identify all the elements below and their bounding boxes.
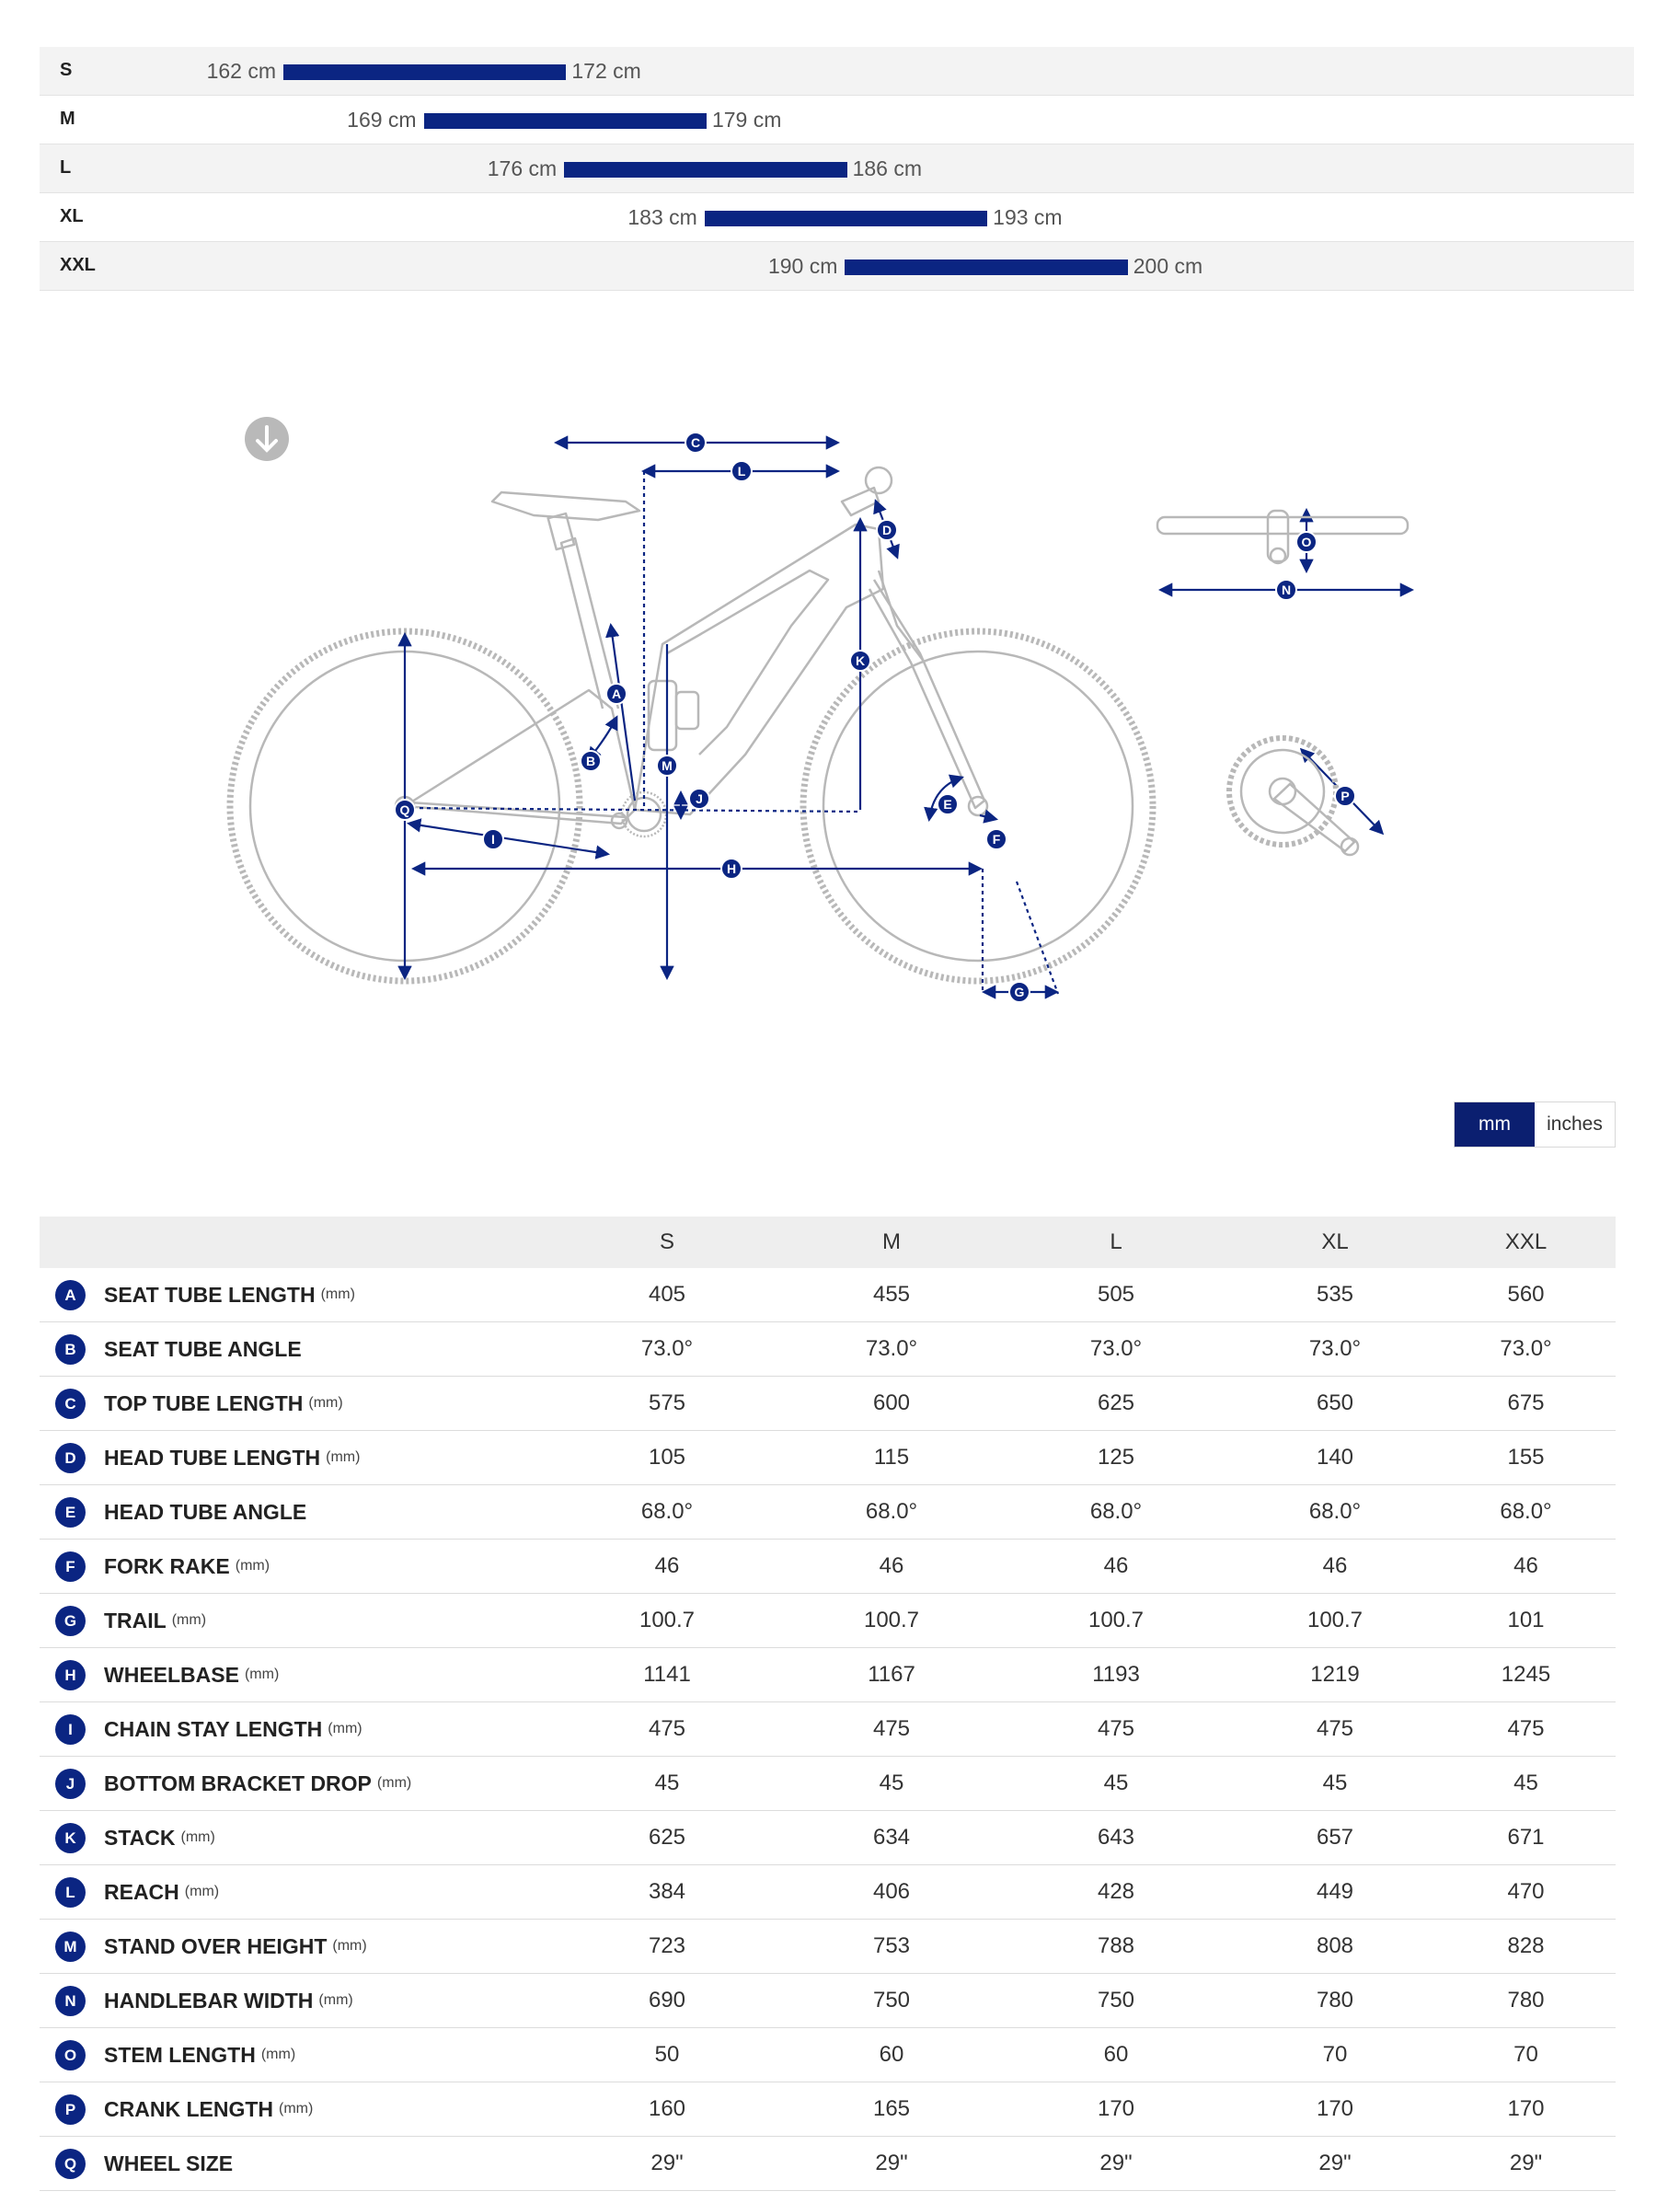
- value-cell: 73.0°: [1234, 1322, 1436, 1377]
- row-name: FORK RAKE: [104, 1553, 230, 1578]
- marker-letter: I: [491, 832, 495, 847]
- row-name: HEAD TUBE ANGLE: [104, 1499, 307, 1524]
- marker-f: [986, 829, 1007, 849]
- marker-c: [685, 433, 706, 453]
- row-name: STEM LENGTH: [104, 2042, 256, 2067]
- row-label-cell: [40, 2137, 549, 2191]
- row-label-cell: [40, 1322, 549, 1377]
- value-cell: 1167: [785, 1648, 998, 1702]
- row-letter-badge: M: [55, 1932, 86, 1962]
- geometry-table: [40, 1217, 1616, 2191]
- marker-letter: A: [611, 686, 622, 701]
- row-unit: (mm): [180, 1829, 215, 1845]
- value-cell: 723: [549, 1920, 785, 1974]
- value-cell: 671: [1436, 1811, 1616, 1865]
- value-cell: 780: [1234, 1974, 1436, 2028]
- row-unit: (mm): [308, 1395, 343, 1411]
- marker-letter: K: [855, 653, 866, 668]
- value-cell: 68.0°: [1234, 1485, 1436, 1540]
- geometry-table-body: [40, 1268, 1616, 2191]
- table-row: [40, 1920, 1616, 1974]
- marker-l: [731, 461, 752, 481]
- table-row: [40, 1540, 1616, 1594]
- marker-letter: J: [696, 791, 703, 806]
- row-letter-badge: P: [55, 2094, 86, 2125]
- table-row: [40, 2137, 1616, 2191]
- value-cell: 170: [998, 2082, 1234, 2137]
- row-letter-badge: E: [55, 1497, 86, 1528]
- value-cell: 45: [549, 1757, 785, 1811]
- value-cell: 634: [785, 1811, 998, 1865]
- row-unit: (mm): [171, 1612, 207, 1628]
- row-name: SEAT TUBE LENGTH: [104, 1282, 316, 1307]
- row-unit: (mm): [376, 1775, 412, 1791]
- row-letter-badge: B: [55, 1334, 86, 1365]
- size-label: M: [60, 109, 75, 129]
- header-size-l: L: [998, 1217, 1234, 1268]
- value-cell: 68.0°: [549, 1485, 785, 1540]
- size-max-height: 172 cm: [571, 59, 641, 83]
- row-unit: (mm): [244, 1667, 280, 1682]
- value-cell: 115: [785, 1431, 998, 1485]
- value-cell: 1245: [1436, 1648, 1616, 1702]
- table-header-row: [40, 1217, 1616, 1268]
- value-cell: 45: [998, 1757, 1234, 1811]
- marker-p: [1335, 786, 1355, 806]
- size-label: XXL: [60, 255, 96, 275]
- size-min-height: 190 cm: [767, 254, 838, 278]
- row-letter-badge: D: [55, 1443, 86, 1473]
- value-cell: 657: [1234, 1811, 1436, 1865]
- value-cell: 750: [998, 1974, 1234, 2028]
- row-unit: (mm): [184, 1884, 220, 1899]
- marker-m: [657, 755, 677, 776]
- size-max-height: 193 cm: [993, 205, 1063, 229]
- value-cell: 73.0°: [549, 1322, 785, 1377]
- value-cell: 475: [1234, 1702, 1436, 1757]
- value-cell: 29": [1436, 2137, 1616, 2191]
- value-cell: 46: [549, 1540, 785, 1594]
- size-min-height: 176 cm: [487, 156, 558, 180]
- header-label-cell: [40, 1217, 549, 1268]
- table-row: [40, 1865, 1616, 1920]
- value-cell: 100.7: [998, 1594, 1234, 1648]
- table-row: [40, 1648, 1616, 1702]
- value-cell: 70: [1234, 2028, 1436, 2082]
- value-cell: 125: [998, 1431, 1234, 1485]
- marker-e: [938, 794, 958, 814]
- marker-letter: C: [690, 435, 701, 450]
- marker-letter: O: [1301, 535, 1312, 549]
- row-letter-badge: O: [55, 2040, 86, 2070]
- row-letter-badge: A: [55, 1280, 86, 1310]
- value-cell: 60: [998, 2028, 1234, 2082]
- value-cell: 46: [998, 1540, 1234, 1594]
- value-cell: 46: [1436, 1540, 1616, 1594]
- row-unit: (mm): [318, 1992, 353, 2008]
- row-unit: (mm): [260, 2047, 296, 2062]
- marker-h: [721, 859, 742, 879]
- row-letter-badge: F: [55, 1551, 86, 1582]
- value-cell: 1141: [549, 1648, 785, 1702]
- bicycle-drawing: [230, 467, 1153, 981]
- value-cell: 73.0°: [785, 1322, 998, 1377]
- marker-n: [1276, 580, 1296, 600]
- header-size-xl: XL: [1234, 1217, 1436, 1268]
- row-unit: (mm): [235, 1558, 270, 1574]
- value-cell: 505: [998, 1268, 1234, 1322]
- row-unit: (mm): [326, 1449, 361, 1465]
- value-cell: 808: [1234, 1920, 1436, 1974]
- row-letter-badge: C: [55, 1389, 86, 1419]
- row-label-cell: [40, 2028, 549, 2082]
- row-name: CHAIN STAY LENGTH: [104, 1716, 323, 1741]
- unit-inches-button[interactable]: inches: [1535, 1102, 1615, 1147]
- marker-letter: N: [1281, 582, 1292, 597]
- marker-i: [483, 829, 503, 849]
- row-letter-badge: G: [55, 1606, 86, 1636]
- table-row: [40, 1757, 1616, 1811]
- value-cell: 29": [549, 2137, 785, 2191]
- row-name: HANDLEBAR WIDTH: [104, 1988, 314, 2013]
- value-cell: 70: [1436, 2028, 1616, 2082]
- table-row: [40, 1702, 1616, 1757]
- value-cell: 475: [1436, 1702, 1616, 1757]
- row-name: REACH: [104, 1879, 179, 1904]
- header-size-xxl: XXL: [1436, 1217, 1616, 1268]
- marker-d: [877, 520, 897, 540]
- row-letter-badge: K: [55, 1823, 86, 1853]
- row-name: TRAIL: [104, 1608, 167, 1632]
- value-cell: 140: [1234, 1431, 1436, 1485]
- marker-letter: E: [943, 797, 952, 812]
- value-cell: 100.7: [1234, 1594, 1436, 1648]
- value-cell: 105: [549, 1431, 785, 1485]
- marker-b: [581, 751, 601, 771]
- row-label-cell: [40, 1431, 549, 1485]
- value-cell: 650: [1234, 1377, 1436, 1431]
- value-cell: 690: [549, 1974, 785, 2028]
- value-cell: 68.0°: [998, 1485, 1234, 1540]
- value-cell: 449: [1234, 1865, 1436, 1920]
- value-cell: 165: [785, 2082, 998, 2137]
- row-name: HEAD TUBE LENGTH: [104, 1445, 321, 1470]
- marker-letter: G: [1014, 985, 1025, 999]
- value-cell: 1193: [998, 1648, 1234, 1702]
- marker-k: [850, 651, 870, 671]
- value-cell: 73.0°: [1436, 1322, 1616, 1377]
- value-cell: 50: [549, 2028, 785, 2082]
- table-row: [40, 1322, 1616, 1377]
- value-cell: 155: [1436, 1431, 1616, 1485]
- row-name: SEAT TUBE ANGLE: [104, 1336, 302, 1361]
- value-cell: 45: [1234, 1757, 1436, 1811]
- marker-j: [689, 789, 709, 809]
- value-cell: 73.0°: [998, 1322, 1234, 1377]
- row-label-cell: [40, 1974, 549, 2028]
- row-label-cell: [40, 1920, 549, 1974]
- download-icon[interactable]: [245, 417, 289, 461]
- value-cell: 600: [785, 1377, 998, 1431]
- row-letter-badge: L: [55, 1877, 86, 1908]
- value-cell: 170: [1436, 2082, 1616, 2137]
- row-name: BOTTOM BRACKET DROP: [104, 1770, 372, 1795]
- marker-q: [395, 800, 415, 820]
- value-cell: 406: [785, 1865, 998, 1920]
- row-unit: (mm): [279, 2101, 314, 2116]
- marker-letter: M: [662, 758, 673, 773]
- value-cell: 475: [785, 1702, 998, 1757]
- value-cell: 405: [549, 1268, 785, 1322]
- size-max-height: 200 cm: [1133, 254, 1203, 278]
- unit-mm-button[interactable]: mm: [1455, 1102, 1535, 1147]
- value-cell: 575: [549, 1377, 785, 1431]
- row-name: CRANK LENGTH: [104, 2096, 273, 2121]
- value-cell: 535: [1234, 1268, 1436, 1322]
- row-label-cell: [40, 1865, 549, 1920]
- row-letter-badge: Q: [55, 2149, 86, 2179]
- header-size-s: S: [549, 1217, 785, 1268]
- value-cell: 68.0°: [785, 1485, 998, 1540]
- row-name: WHEELBASE: [104, 1662, 239, 1687]
- header-size-m: M: [785, 1217, 998, 1268]
- row-label-cell: [40, 1594, 549, 1648]
- table-row: [40, 1594, 1616, 1648]
- row-label-cell: [40, 1540, 549, 1594]
- table-row: [40, 1431, 1616, 1485]
- row-letter-badge: I: [55, 1714, 86, 1745]
- row-label-cell: [40, 2082, 549, 2137]
- value-cell: 428: [998, 1865, 1234, 1920]
- value-cell: 60: [785, 2028, 998, 2082]
- table-row: [40, 1268, 1616, 1322]
- value-cell: 100.7: [785, 1594, 998, 1648]
- row-name: TOP TUBE LENGTH: [104, 1390, 304, 1415]
- marker-g: [1009, 982, 1030, 1002]
- value-cell: 560: [1436, 1268, 1616, 1322]
- value-cell: 384: [549, 1865, 785, 1920]
- size-max-height: 186 cm: [852, 156, 923, 180]
- value-cell: 29": [1234, 2137, 1436, 2191]
- row-unit: (mm): [320, 1286, 355, 1302]
- value-cell: 643: [998, 1811, 1234, 1865]
- row-letter-badge: H: [55, 1660, 86, 1690]
- row-label-cell: [40, 1702, 549, 1757]
- value-cell: 475: [549, 1702, 785, 1757]
- value-cell: 625: [998, 1377, 1234, 1431]
- value-cell: 470: [1436, 1865, 1616, 1920]
- value-cell: 788: [998, 1920, 1234, 1974]
- value-cell: 101: [1436, 1594, 1616, 1648]
- row-label-cell: [40, 1757, 549, 1811]
- value-cell: 45: [785, 1757, 998, 1811]
- marker-letter: B: [585, 754, 596, 768]
- size-min-height: 162 cm: [206, 59, 276, 83]
- row-letter-badge: N: [55, 1986, 86, 2016]
- row-label-cell: [40, 1648, 549, 1702]
- row-name: STAND OVER HEIGHT: [104, 1933, 328, 1958]
- value-cell: 45: [1436, 1757, 1616, 1811]
- marker-letter: D: [881, 523, 892, 537]
- marker-letter: F: [992, 832, 1001, 847]
- geometry-diagram: [0, 0, 1680, 1095]
- row-unit: (mm): [328, 1721, 362, 1736]
- row-label-cell: [40, 1811, 549, 1865]
- marker-letter: Q: [399, 802, 410, 817]
- table-row: [40, 2082, 1616, 2137]
- handlebar-detail: [1157, 511, 1408, 563]
- row-label-cell: [40, 1268, 549, 1322]
- size-label: S: [60, 60, 73, 80]
- value-cell: 170: [1234, 2082, 1436, 2137]
- value-cell: 29": [785, 2137, 998, 2191]
- size-label: XL: [60, 206, 84, 226]
- row-letter-badge: J: [55, 1769, 86, 1799]
- table-row: [40, 1377, 1616, 1431]
- size-label: L: [60, 157, 72, 178]
- marker-letter: L: [737, 464, 746, 479]
- size-min-height: 183 cm: [627, 205, 697, 229]
- value-cell: 750: [785, 1974, 998, 2028]
- row-name: STACK: [104, 1825, 176, 1850]
- table-row: [40, 1811, 1616, 1865]
- marker-letter: H: [726, 861, 737, 876]
- table-row: [40, 1485, 1616, 1540]
- size-min-height: 169 cm: [347, 108, 417, 132]
- unit-toggle: [1454, 1102, 1616, 1148]
- marker-letter: P: [1341, 789, 1350, 803]
- value-cell: 160: [549, 2082, 785, 2137]
- size-max-height: 179 cm: [711, 108, 782, 132]
- row-name: WHEEL SIZE: [104, 2151, 234, 2175]
- value-cell: 675: [1436, 1377, 1616, 1431]
- value-cell: 1219: [1234, 1648, 1436, 1702]
- value-cell: 29": [998, 2137, 1234, 2191]
- marker-a: [606, 684, 627, 704]
- value-cell: 455: [785, 1268, 998, 1322]
- value-cell: 625: [549, 1811, 785, 1865]
- row-unit: (mm): [332, 1938, 367, 1954]
- value-cell: 753: [785, 1920, 998, 1974]
- value-cell: 46: [1234, 1540, 1436, 1594]
- row-label-cell: [40, 1485, 549, 1540]
- value-cell: 100.7: [549, 1594, 785, 1648]
- value-cell: 475: [998, 1702, 1234, 1757]
- value-cell: 780: [1436, 1974, 1616, 2028]
- value-cell: 828: [1436, 1920, 1616, 1974]
- marker-o: [1296, 532, 1317, 552]
- value-cell: 46: [785, 1540, 998, 1594]
- row-label-cell: [40, 1377, 549, 1431]
- table-row: [40, 1974, 1616, 2028]
- table-row: [40, 2028, 1616, 2082]
- value-cell: 68.0°: [1436, 1485, 1616, 1540]
